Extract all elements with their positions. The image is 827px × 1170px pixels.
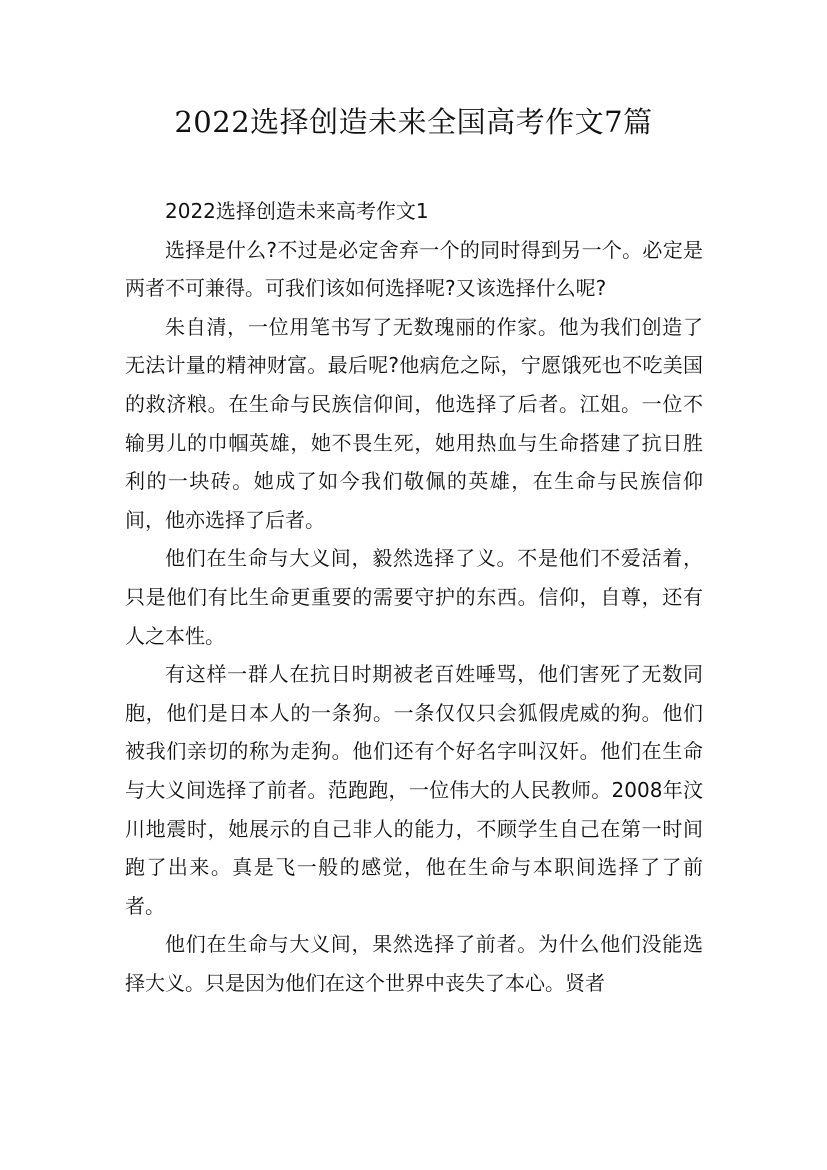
paragraph-4: 有这样一群人在抗日时期被老百姓唾骂，他们害死了无数同胞，他们是日本人的一条狗。一条仅仅只会狐假虎威的狗。他们被我们亲切的称为走狗。他们还有个好名字叫汉奸。他们在生命与大义间选择了前者。范跑跑，一位伟大的人民教师。2008年汶川地震时，她展示的自己非人的能力，不顾学生自己在第一时间跑了出来。真是飞一般的感觉，他在生命与本职间选择了了前者。: [125, 662, 703, 918]
essay-subtitle: 2022选择创造未来高考作文1: [165, 199, 429, 223]
paragraph-2: 朱自清，一位用笔书写了无数瑰丽的作家。他为我们创造了无法计量的精神财富。最后呢?他病危之际，宁愿饿死也不吃美国的救济粮。在生命与民族信仰间，他选择了后者。江姐。一位不输男儿的巾帼英雄，她不畏生死，她用热血与生命搭建了抗日胜利的一块砖。她成了如今我们敬佩的英雄，在生命与民族信仰间，他亦选择了后者。: [125, 314, 703, 532]
article-body: [125, 192, 703, 1002]
paragraph-1: 选择是什么?不过是必定舍弃一个的同时得到另一个。必定是两者不可兼得。可我们该如何选择呢?又该选择什么呢?: [125, 237, 703, 301]
page-title: 2022选择创造未来全国高考作文7篇: [174, 105, 653, 139]
paragraph-5: 他们在生命与大义间，果然选择了前者。为什么他们没能选择大义。只是因为他们在这个世界中丧失了本心。贤者: [125, 932, 703, 995]
paragraph-3: 他们在生命与大义间，毅然选择了义。不是他们不爱活着，只是他们有比生命更重要的需要守护的东西。信仰，自尊，还有人之本性。: [125, 546, 703, 648]
